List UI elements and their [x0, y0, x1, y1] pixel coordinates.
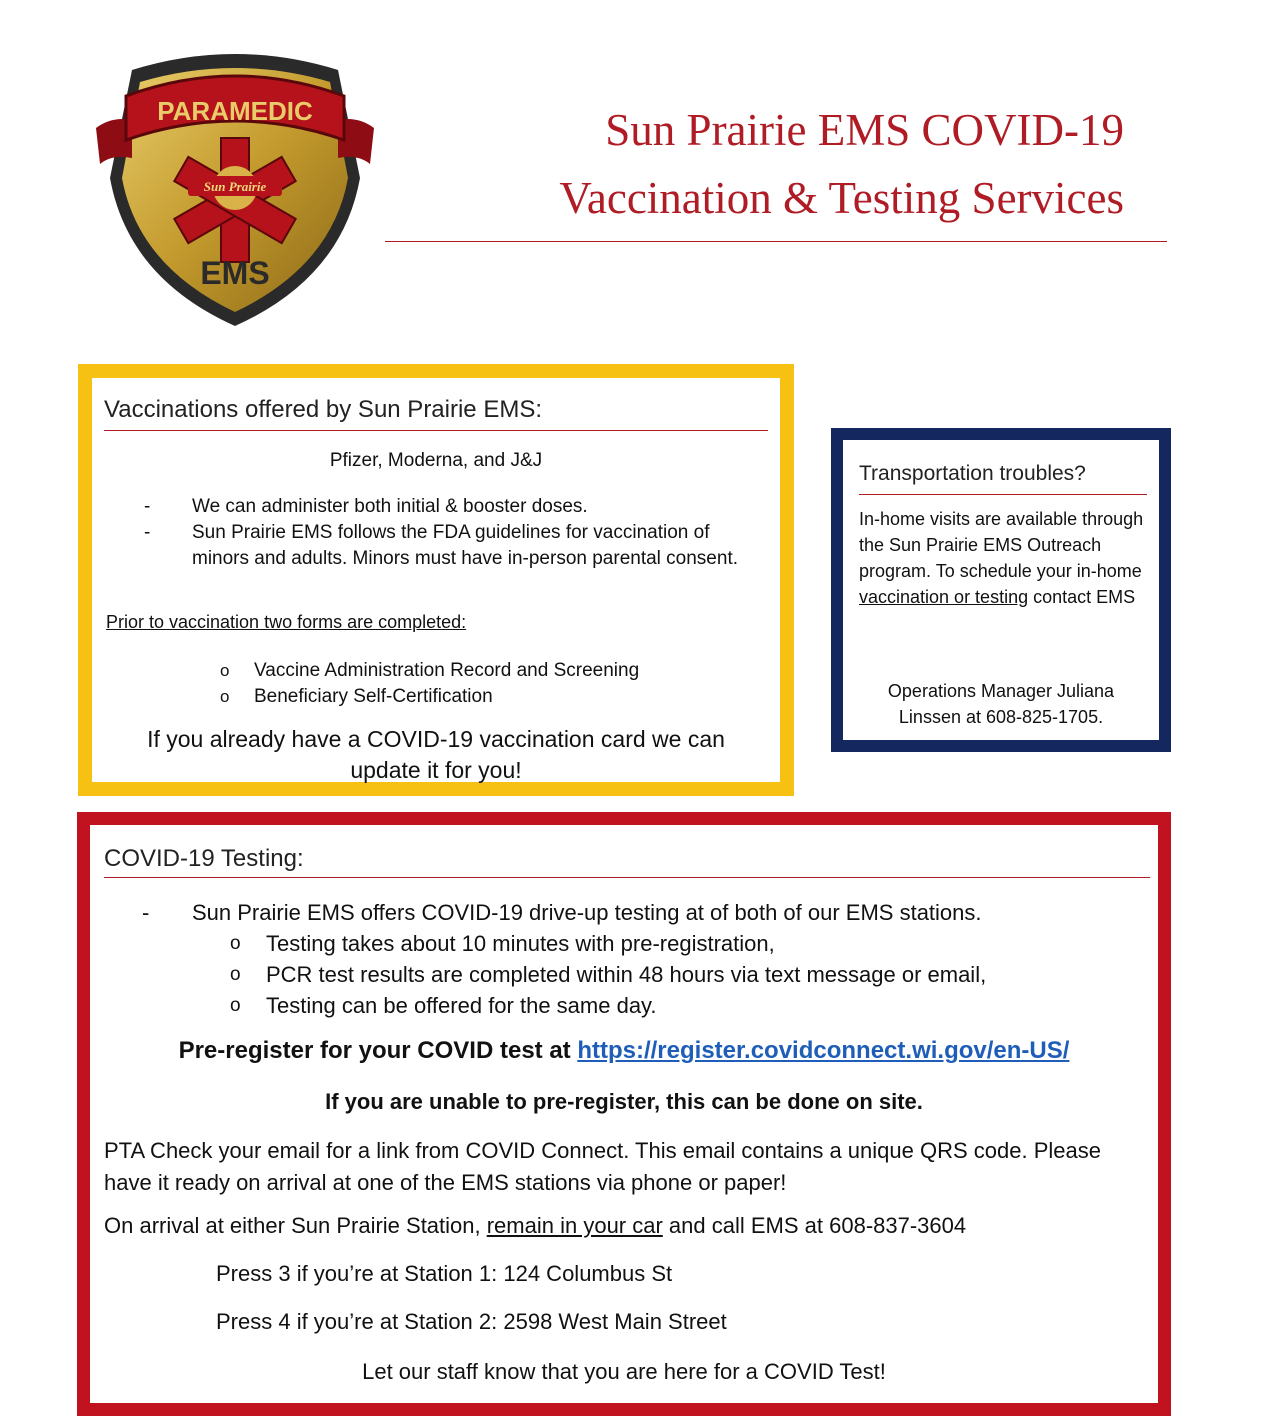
testing-divider	[104, 877, 1150, 878]
list-item	[230, 990, 1142, 1021]
list-item	[142, 897, 1142, 928]
form-name: Vaccine Administration Record and Screening	[254, 660, 640, 681]
vaccinations-divider	[104, 430, 768, 431]
circle-marker: o	[220, 661, 230, 680]
bullet-text: Sun Prairie EMS follows the FDA guidelines for vaccination of minors and adults. Minors must have in-person parental consent.	[192, 522, 738, 569]
circle-marker: o	[230, 964, 241, 985]
arrival-text-end: and call EMS at 608-837-3604	[662, 1213, 967, 1238]
contact-line-2: Linssen at 608-825-1705.	[898, 707, 1104, 727]
sub-bullet-text: PCR test results are completed within 48 hours via text message or email,	[266, 962, 987, 987]
body-underlined: vaccination or testing	[859, 587, 1029, 607]
paramedic-ems-logo	[92, 28, 378, 330]
vaccinations-heading: Vaccinations offered by Sun Prairie EMS:	[104, 396, 542, 423]
list-item	[144, 494, 764, 520]
list-item	[230, 959, 1142, 990]
onsite-registration-note: If you are unable to pre-register, this can be done on site.	[325, 1089, 923, 1114]
sub-bullet-text: Testing can be offered for the same day.	[266, 993, 657, 1018]
preregister-line	[90, 1037, 1158, 1065]
vaccine-brands: Pfizer, Moderna, and J&J	[329, 450, 543, 471]
testing-panel	[77, 812, 1171, 1416]
list-item	[220, 684, 639, 710]
preregister-link[interactable]: https://register.covidconnect.wi.gov/en-US/	[577, 1037, 1070, 1064]
transportation-divider	[859, 494, 1147, 495]
page-title	[559, 96, 1124, 232]
preregister-text: Pre-register for your COVID test at	[178, 1037, 578, 1064]
vaccination-bullets	[144, 494, 764, 572]
forms-list	[220, 658, 639, 710]
arrival-underlined: remain in your car	[486, 1213, 663, 1238]
forms-intro: Prior to vaccination two forms are completed:	[106, 612, 467, 632]
title-line-1: Sun Prairie EMS COVID-19	[605, 105, 1124, 155]
pta-instructions: PTA Check your email for a link from COVID Connect. This email contains a unique QRS code. Please have it ready on arrival at one of the EMS stations via phone or paper!	[104, 1138, 1101, 1195]
circle-marker: o	[220, 687, 230, 706]
vaccination-card-note	[92, 724, 780, 786]
bullet-text: Sun Prairie EMS offers COVID-19 drive-up testing at of both of our EMS stations.	[192, 900, 982, 925]
form-name: Beneficiary Self-Certification	[254, 686, 493, 707]
card-note-line-2: update it for you!	[350, 757, 522, 783]
logo-city-text: Sun Prairie	[203, 179, 267, 194]
list-item	[144, 520, 764, 572]
bullet-text: We can administer both initial & booster doses.	[192, 496, 588, 517]
body-text: In-home visits are available through the Sun Prairie EMS Outreach program. To schedule your in-home	[859, 509, 1144, 581]
testing-bullets	[142, 897, 1142, 1021]
staff-note: Let our staff know that you are here for a COVID Test!	[362, 1359, 886, 1384]
sub-bullet-text: Testing takes about 10 minutes with pre-registration,	[266, 931, 775, 956]
transportation-body	[859, 506, 1155, 610]
transportation-panel	[831, 428, 1171, 752]
card-note-line-1: If you already have a COVID-19 vaccination card we can	[147, 726, 725, 752]
title-line-2: Vaccination & Testing Services	[559, 173, 1124, 223]
testing-sub-list	[142, 928, 1142, 1021]
contact-line-1: Operations Manager Juliana	[887, 681, 1115, 701]
transportation-heading: Transportation troubles?	[859, 462, 1086, 485]
logo-ems-text: EMS	[200, 255, 270, 291]
testing-heading: COVID-19 Testing:	[104, 845, 304, 872]
body-text-end: contact EMS	[1028, 587, 1136, 607]
title-divider	[385, 241, 1167, 242]
circle-marker: o	[230, 933, 241, 954]
station-2-option: Press 4 if you’re at Station 2: 2598 West Main Street	[216, 1309, 727, 1334]
arrival-text: On arrival at either Sun Prairie Station,	[104, 1213, 487, 1238]
list-item	[220, 658, 639, 684]
circle-marker: o	[230, 995, 241, 1016]
logo-banner-text: PARAMEDIC	[157, 96, 313, 126]
transportation-contact	[843, 678, 1159, 730]
dash-marker: -	[142, 900, 150, 925]
vaccinations-panel	[78, 364, 794, 796]
dash-marker: -	[144, 522, 151, 543]
list-item	[230, 928, 1142, 959]
dash-marker: -	[144, 496, 151, 517]
station-1-option: Press 3 if you’re at Station 1: 124 Columbus St	[216, 1261, 673, 1286]
arrival-instructions	[104, 1213, 1144, 1239]
